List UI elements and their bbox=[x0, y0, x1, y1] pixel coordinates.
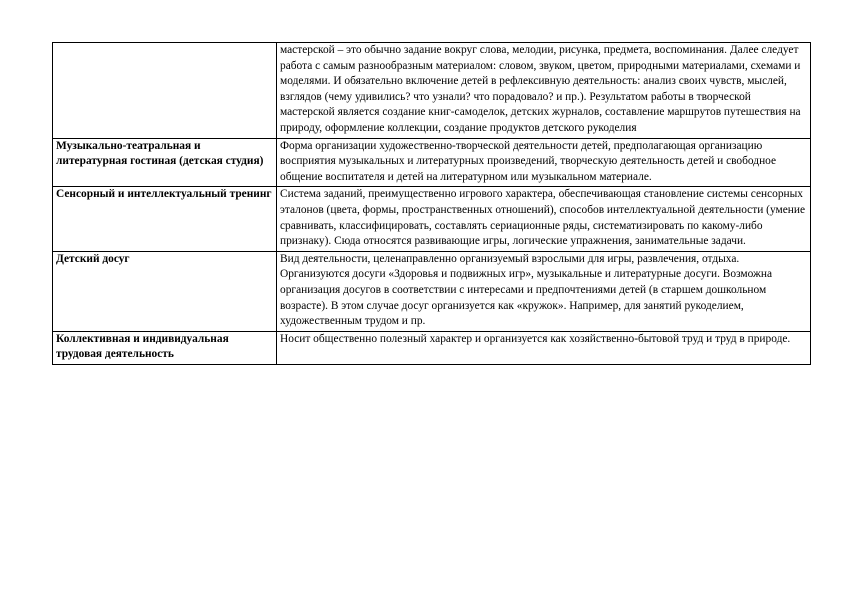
table-row bbox=[53, 187, 811, 251]
description-cell: Вид деятельности, целенаправленно организуемый взрослыми для игры, развлечения, отдыха. Организуются досуги «Здоровья и подвижных игр», музыкальные и литературные досуги. Возможна организация досугов в соответствии с интересами и предпочтениями детей (в старшем дошкольном возрасте). В этом случае досуг организуется как «кружок». Например, для занятий рукоделием, художественным трудом и пр. bbox=[277, 251, 811, 331]
forms-table bbox=[52, 42, 811, 365]
table-row bbox=[53, 43, 811, 139]
description-cell: мастерской – это обычно задание вокруг слова, мелодии, рисунка, предмета, воспоминания. Далее следует работа с самым разнообразным материалом: словом, звуком, цветом, природными материалами, схемами и моделями. И обязательно включение детей в рефлексивную деятельность: анализ своих чувств, мыслей, взглядов (чему удивились? что узнали? что порадовало? и пр.). Результатом работы в творческой мастерской является создание книг-самоделок, детских журналов, составление маршрутов путешествия на природу, оформление коллекции, создание продуктов детского рукоделия bbox=[277, 43, 811, 139]
term-cell bbox=[53, 43, 277, 139]
description-cell: Форма организации художественно-творческой деятельности детей, предполагающая организацию восприятия музыкальных и литературных произведений, творческую деятельность детей и свободное общение воспитателя и детей на литературном или музыкальном материале. bbox=[277, 138, 811, 187]
description-cell: Носит общественно полезный характер и организуется как хозяйственно-бытовой труд и труд в природе. bbox=[277, 331, 811, 364]
table-row bbox=[53, 331, 811, 364]
term-cell: Музыкально-театральная и литературная гостиная (детская студия) bbox=[53, 138, 277, 187]
description-cell: Система заданий, преимущественно игрового характера, обеспечивающая становление системы сенсорных эталонов (цвета, формы, пространственных отношений), способов интеллектуальной деятельности (умение сравнивать, классифицировать, составлять сериационные ряды, систематизировать по какому-либо признаку). Сюда относятся развивающие игры, логические упражнения, занимательные задачи. bbox=[277, 187, 811, 251]
table-row bbox=[53, 138, 811, 187]
term-cell: Детский досуг bbox=[53, 251, 277, 331]
term-cell: Коллективная и индивидуальная трудовая деятельность bbox=[53, 331, 277, 364]
term-cell: Сенсорный и интеллектуальный тренинг bbox=[53, 187, 277, 251]
table-row bbox=[53, 251, 811, 331]
